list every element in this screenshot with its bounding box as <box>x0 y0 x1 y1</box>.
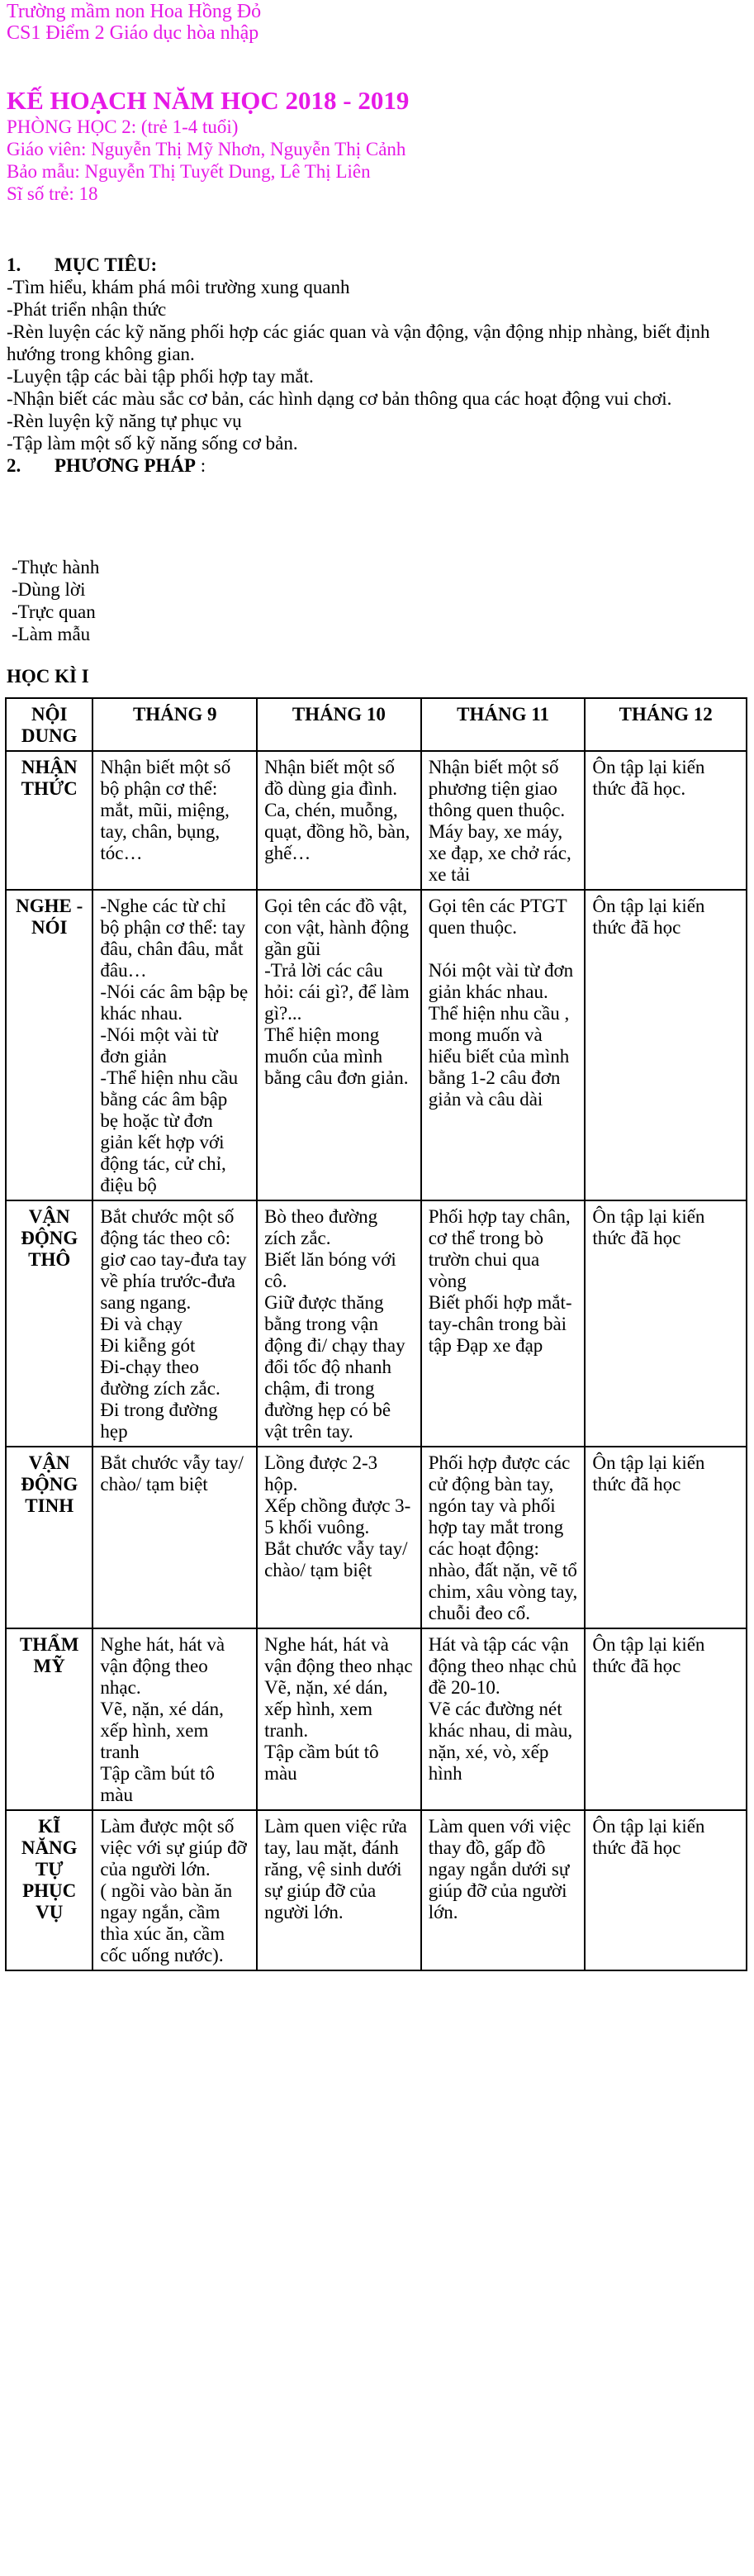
header-month: THÁNG 11 <box>421 698 586 751</box>
objective-item: -Luyện tập các bài tập phối hợp tay mắt. <box>7 366 314 387</box>
table-cell: Bò theo đường zích zắc. Biết lăn bóng với cô. Giữ được thăng bằng trong vận động đi/ chạy thay đổi tốc độ nhanh chậm, đi trong đường hẹp có bê vật trên tay. <box>257 1200 421 1447</box>
table-body <box>6 751 747 1970</box>
method-item: -Dùng lời <box>12 579 86 600</box>
table-cell: -Nghe các từ chỉ bộ phận cơ thể: tay đâu, chân đâu, mắt đâu… -Nói các âm bập bẹ khác nhau. -Nói một vài từ đơn giản -Thể hiện nhu cầu bằng các âm bập bẹ hoặc từ đơn giản kết hợp với động tác, cử chỉ, điệu bộ <box>92 890 257 1200</box>
method-item: -Làm mẫu <box>12 624 91 644</box>
school-branch: CS1 Điểm 2 Giáo dục hòa nhập <box>7 22 259 44</box>
table-cell: Gọi tên các đồ vật, con vật, hành động gần gũi -Trả lời các câu hỏi: cái gì?, để làm gì?... Thể hiện mong muốn của mình bằng câu đơn giản. <box>257 890 421 1200</box>
table-cell: Nghe hát, hát và vận động theo nhạc. Vẽ, nặn, xé dán, xếp hình, xem tranh Tập cầm bút tô màu <box>92 1628 257 1810</box>
objective-item: -Rèn luyện các kỹ năng phối hợp các giác quan và vận động, vận động nhịp nhàng, biết định hướng trong không gian. <box>7 321 710 364</box>
semester-heading: HỌC KÌ I <box>7 666 89 687</box>
header-month: THÁNG 12 <box>585 698 747 751</box>
table-cell: Ôn tập lại kiến thức đã học <box>585 890 747 1200</box>
table-row <box>6 751 747 890</box>
school-name: Trường mầm non Hoa Hồng Đỏ <box>7 1 262 22</box>
table-cell: Làm quen với việc thay đồ, gấp đồ ngay ngắn dưới sự giúp đỡ của người lớn. <box>421 1810 586 1970</box>
nannies-info: Bảo mẫu: Nguyễn Thị Tuyết Dung, Lê Thị Liên <box>7 161 371 182</box>
header-month: THÁNG 9 <box>92 698 257 751</box>
table-cell: Ôn tập lại kiến thức đã học <box>585 1447 747 1628</box>
objective-item: -Phát triển nhận thức <box>7 299 167 320</box>
methods-number: 2. <box>7 455 21 476</box>
objective-item: -Nhận biết các màu sắc cơ bản, các hình dạng cơ bản thông qua các hoạt động vui chơi. <box>7 388 672 409</box>
document-title: KẾ HOẠCH NĂM HỌC 2018 - 2019 <box>7 86 410 115</box>
table-row <box>6 1628 747 1810</box>
table-cell: Nhận biết một số đồ dùng gia đình. Ca, chén, muỗng, quạt, đồng hồ, bàn, ghế… <box>257 751 421 890</box>
table-cell: Ôn tập lại kiến thức đã học <box>585 1810 747 1970</box>
row-label: THẨM MỸ <box>6 1628 92 1810</box>
table-row <box>6 1447 747 1628</box>
table-cell: Nhận biết một số phương tiện giao thông quen thuộc. Máy bay, xe máy, xe đạp, xe chở rác, xe tải <box>421 751 586 890</box>
objectives-number: 1. <box>7 254 21 275</box>
table-cell: Nghe hát, hát và vận động theo nhạc Vẽ, nặn, xé dán, xếp hình, xem tranh. Tập cầm bút tô màu <box>257 1628 421 1810</box>
objectives-section <box>7 254 742 477</box>
table-cell: Gọi tên các PTGT quen thuộc. Nói một vài từ đơn giản khác nhau. Thể hiện nhu cầu , mong muốn và hiểu biết của mình bằng 1-2 câu đơn giản và câu dài <box>421 890 586 1200</box>
table-header-row <box>6 698 747 751</box>
row-label: NHẬN THỨC <box>6 751 92 890</box>
plan-table <box>5 697 747 1971</box>
table-cell: Làm quen việc rửa tay, lau mặt, đánh răng, vệ sinh dưới sự giúp đỡ của người lớn. <box>257 1810 421 1970</box>
table-cell: Phối hợp tay chân, cơ thể trong bò trườn chui qua vòng Biết phối hợp mắt-tay-chân trong bài tập Đạp xe đạp <box>421 1200 586 1447</box>
teachers-info: Giáo viên: Nguyễn Thị Mỹ Nhơn, Nguyễn Thị Cảnh <box>7 139 406 159</box>
objectives-list <box>7 276 742 454</box>
methods-heading <box>7 454 742 477</box>
table-cell: Lồng được 2-3 hộp. Xếp chồng được 3-5 khối vuông. Bắt chước vẫy tay/ chào/ tạm biệt <box>257 1447 421 1628</box>
student-count: Sĩ số trẻ: 18 <box>7 183 98 204</box>
objective-item: -Rèn luyện kỹ năng tự phục vụ <box>7 411 242 431</box>
table-row <box>6 890 747 1200</box>
row-label: VẬN ĐỘNG TINH <box>6 1447 92 1628</box>
methods-heading-text: PHƯƠNG PHÁP <box>55 455 196 476</box>
objectives-heading-text: MỤC TIÊU: <box>55 254 158 275</box>
table-cell: Nhận biết một số bộ phận cơ thể: mắt, mũi, miệng, tay, chân, bụng, tóc… <box>92 751 257 890</box>
methods-heading-suffix: : <box>195 455 206 476</box>
table-cell: Làm được một số việc với sự giúp đỡ của người lớn. ( ngồi vào bàn ăn ngay ngắn, cầm thìa xúc ăn, cầm cốc uống nước). <box>92 1810 257 1970</box>
table-cell: Bắt chước vẫy tay/ chào/ tạm biệt <box>92 1447 257 1628</box>
row-label: KĨ NĂNG TỰ PHỤC VỤ <box>6 1810 92 1970</box>
table-cell: Ôn tập lại kiến thức đã học. <box>585 751 747 890</box>
objective-item: -Tập làm một số kỹ năng sống cơ bản. <box>7 433 298 454</box>
room-info: PHÒNG HỌC 2: (trẻ 1-4 tuổi) <box>7 116 239 137</box>
table-cell: Hát và tập các vận động theo nhạc chủ đề 20-10. Vẽ các đường nét khác nhau, di màu, nặn, xé, vò, xếp hình <box>421 1628 586 1810</box>
method-item: -Thực hành <box>12 557 100 577</box>
table-cell: Ôn tập lại kiến thức đã học <box>585 1200 747 1447</box>
row-label: VẬN ĐỘNG THÔ <box>6 1200 92 1447</box>
table-row <box>6 1200 747 1447</box>
objective-item: -Tìm hiểu, khám phá môi trường xung quanh <box>7 277 350 297</box>
header-content: NỘI DUNG <box>6 698 92 751</box>
table-cell: Ôn tập lại kiến thức đã học <box>585 1628 747 1810</box>
header-month: THÁNG 10 <box>257 698 421 751</box>
table-cell: Phối hợp được các cử động bàn tay, ngón tay và phối hợp tay mắt trong các hoạt động: nhào, đất nặn, vẽ tổ chim, xâu vòng tay, chuỗi đeo cổ. <box>421 1447 586 1628</box>
method-item: -Trực quan <box>12 601 96 622</box>
row-label: NGHE -NÓI <box>6 890 92 1200</box>
table-row <box>6 1810 747 1970</box>
objectives-heading <box>7 254 742 276</box>
table-cell: Bắt chước một số động tác theo cô: giơ cao tay-đưa tay về phía trước-đưa sang ngang. Đi và chạy Đi kiễng gót Đi-chạy theo đường zích zắc. Đi trong đường hẹp <box>92 1200 257 1447</box>
methods-list <box>12 556 99 645</box>
